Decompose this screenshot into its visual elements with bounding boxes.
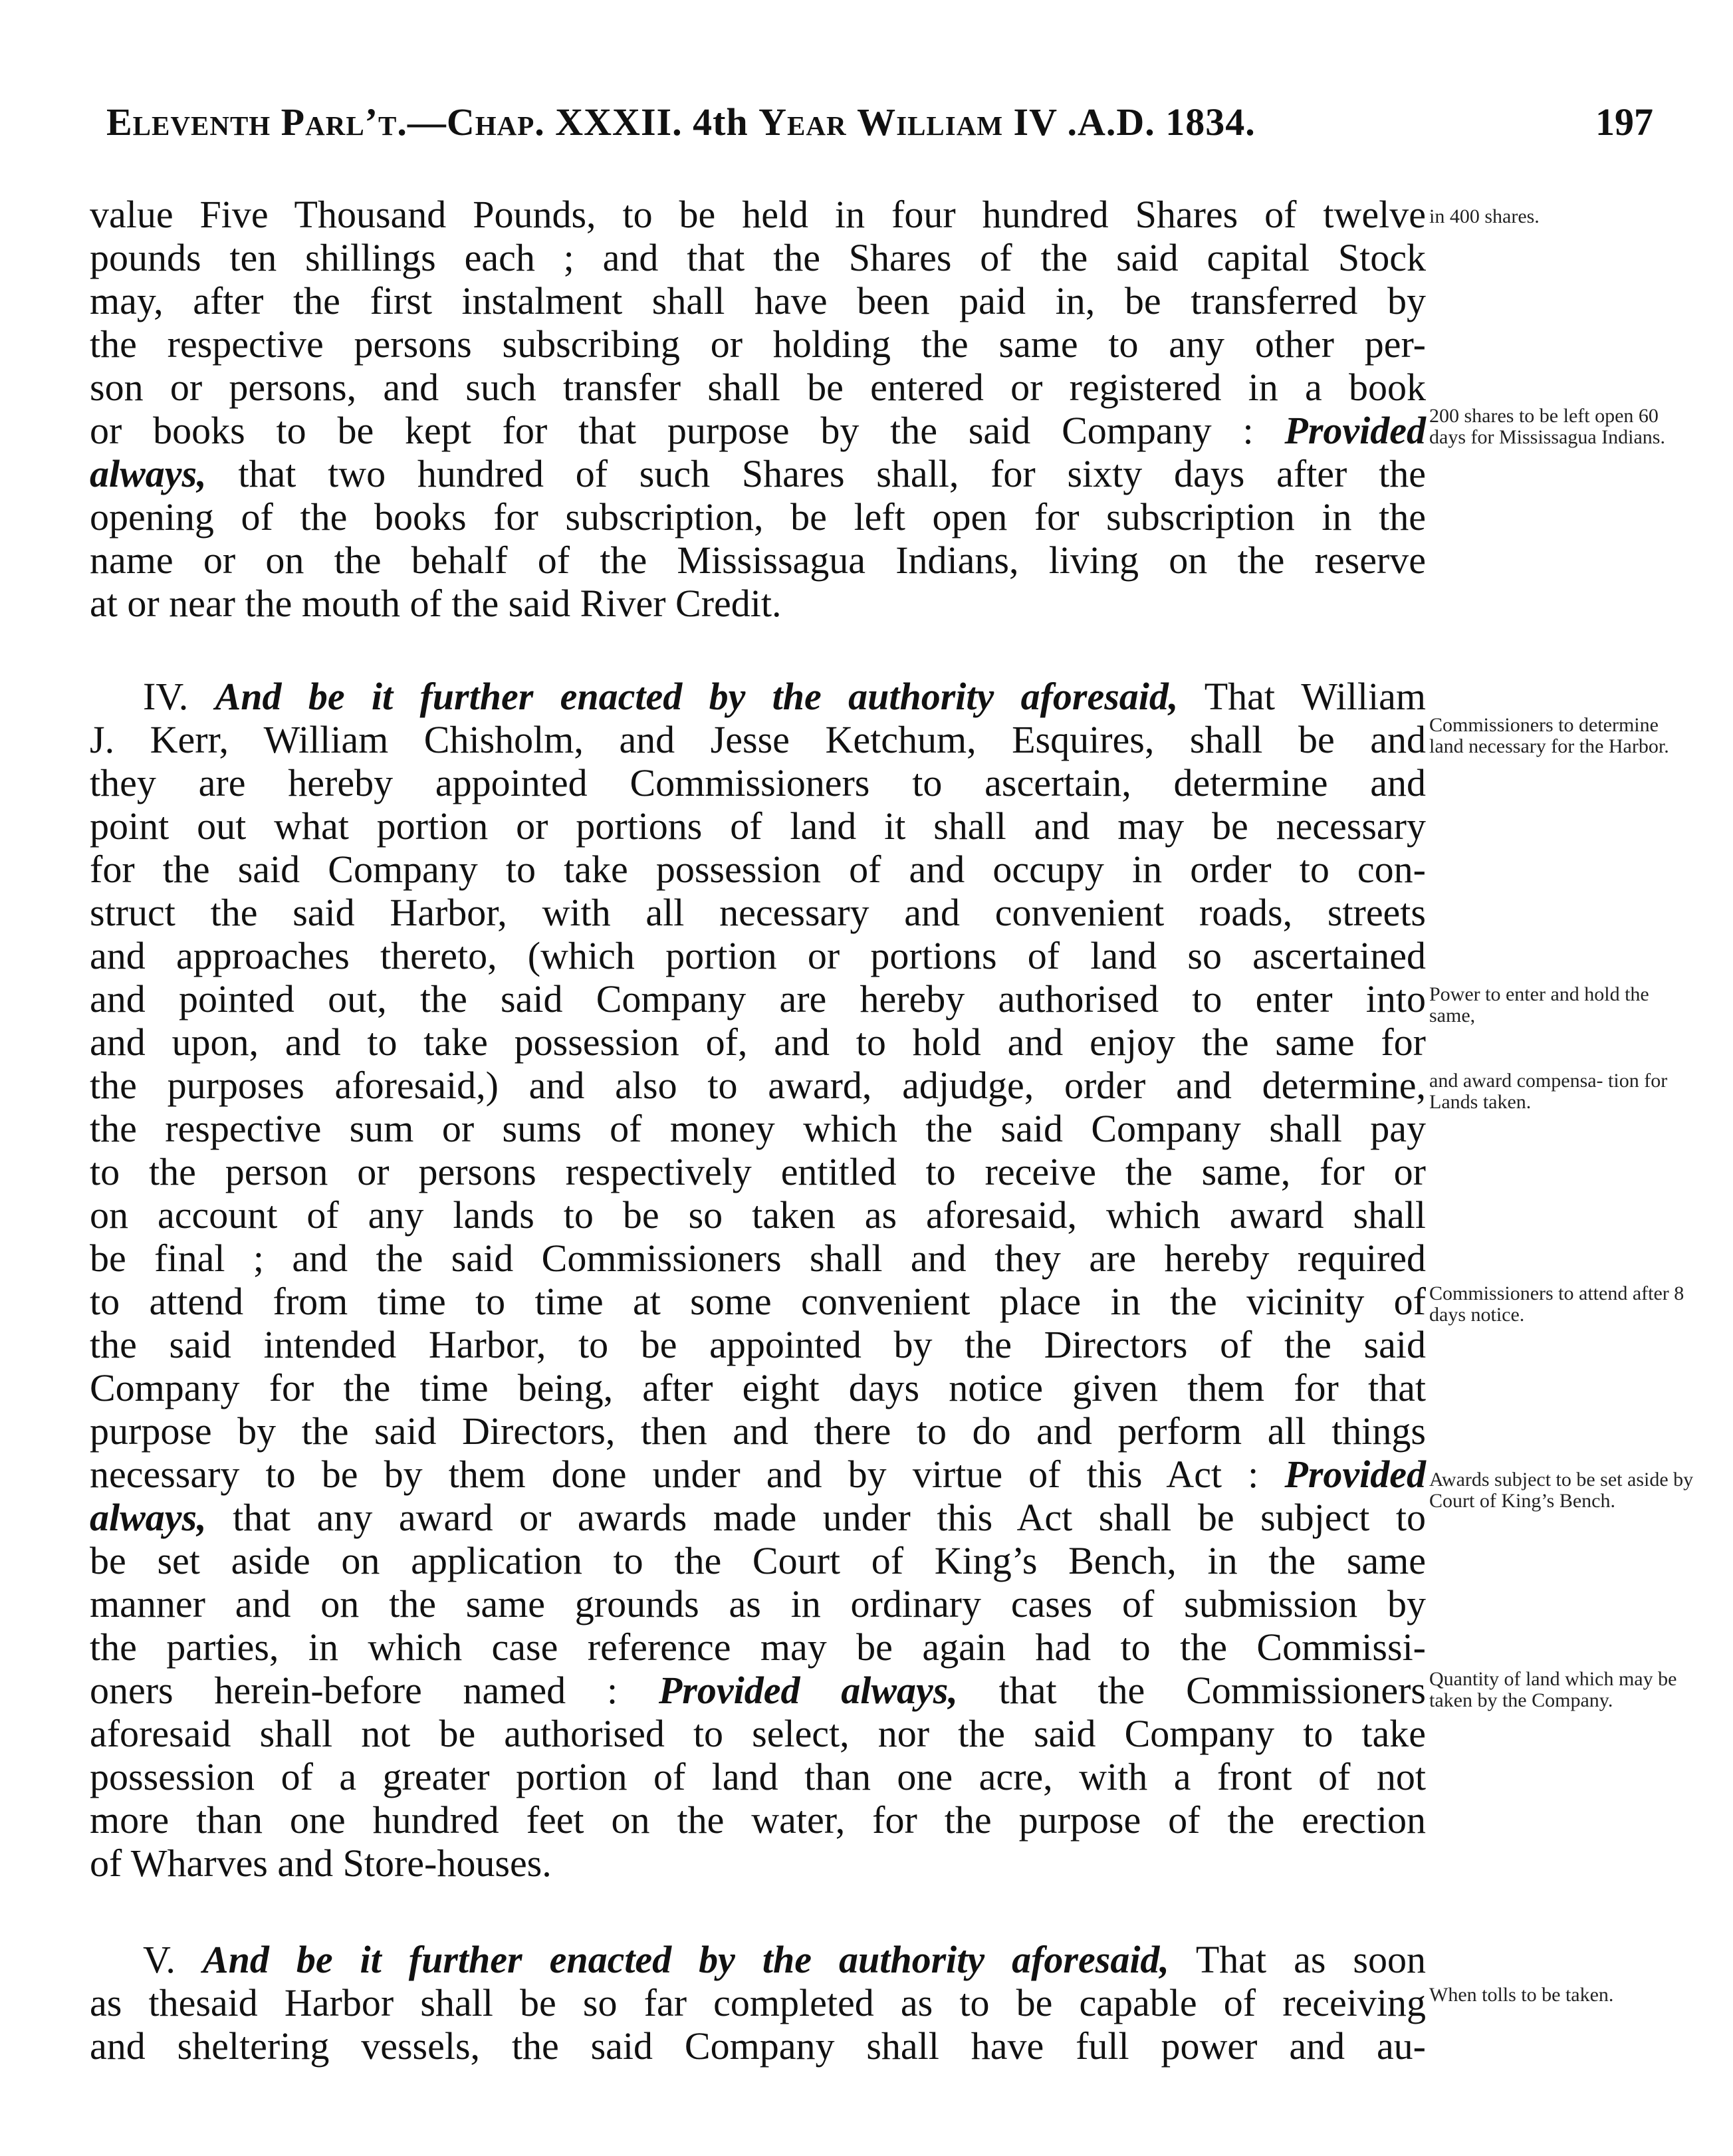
always-word: always, — [90, 452, 207, 495]
text-segment: that the Commissioners — [957, 1669, 1426, 1712]
text-line: of Wharves and Store-houses. — [90, 1842, 552, 1885]
text-line: the parties, in which case reference may be again had to the Commissi- — [90, 1625, 1426, 1669]
text-line: be set aside on application to the Court of King’s Bench, in the same — [90, 1539, 1426, 1582]
text-line: be final ; and the said Commissioners shall and they are hereby required — [90, 1237, 1426, 1280]
margin-note-awards-set-aside: Awards subject to be set aside by Court of King’s Bench. — [1429, 1469, 1694, 1512]
text-line: on account of any lands to be so taken as aforesaid, which award shall — [90, 1193, 1426, 1237]
text-line — [90, 1453, 1426, 1496]
section-5-text — [90, 1938, 1426, 2068]
text-line: and upon, and to take possession of, and to hold and enjoy the same for — [90, 1020, 1426, 1064]
text-segment: That as soon — [1169, 1938, 1427, 1981]
text-line: the purposes aforesaid,) and also to award, adjudge, order and determine, — [90, 1064, 1426, 1107]
text-line: more than one hundred feet on the water, for the purpose of the erection — [90, 1798, 1426, 1842]
margin-note-attend-notice: Commissioners to attend after 8 days notice. — [1429, 1282, 1684, 1326]
text-line: and sheltering vessels, the said Company shall have full power and au- — [90, 2024, 1426, 2068]
provided-always-phrase: Provided always, — [658, 1669, 958, 1712]
section-heading-line — [90, 1938, 1426, 1981]
margin-note-shares: in 400 shares. — [1429, 205, 1540, 227]
text-line: for the said Company to take possession of and occupy in order to con- — [90, 848, 1426, 891]
text-line — [90, 1669, 1426, 1712]
text-line: son or persons, and such transfer shall be entered or registered in a book — [90, 366, 1426, 409]
running-head-space — [847, 100, 858, 144]
text-line: to the person or persons respectively entitled to receive the same, for or — [90, 1150, 1426, 1193]
text-line: manner and on the same grounds as in ordinary cases of submission by — [90, 1582, 1426, 1625]
text-segment: that two hundred of such Shares shall, for sixty days after the — [206, 452, 1426, 495]
text-line: and approaches thereto, (which portion or portions of land so ascertained — [90, 934, 1426, 977]
text-line: the said intended Harbor, to be appointed by the Directors of the said — [90, 1323, 1426, 1366]
provided-word: Provided — [1284, 409, 1427, 452]
margin-note-commissioners: Commissioners to determine land necessary for the Harbor. — [1429, 714, 1669, 757]
section-number: V. — [143, 1938, 175, 1981]
text-line — [90, 1496, 1426, 1539]
text-line: point out what portion or portions of land it shall and may be necessary — [90, 804, 1426, 848]
text-line: and pointed out, the said Company are hereby authorised to enter into — [90, 977, 1426, 1020]
text-line: at or near the mouth of the said River Credit. — [90, 582, 782, 625]
running-head-chapter-number: XXXII. 4th — [544, 100, 759, 144]
section-number: IV. — [143, 675, 189, 718]
running-head-parliament: Eleventh Parl’t. — [106, 100, 407, 144]
text-line: opening of the books for subscription, be left open for subscription in the — [90, 495, 1426, 539]
running-head-chap: Chap. — [446, 100, 545, 144]
page-number: 197 — [1595, 100, 1653, 144]
running-head-dash: — — [407, 100, 447, 144]
text-segment: That William — [1178, 675, 1427, 718]
text-line: as thesaid Harbor shall be so far completed as to be capable of receiving — [90, 1981, 1426, 2024]
text-line: name or on the behalf of the Mississagua Indians, living on the reserve — [90, 539, 1426, 582]
margin-note-tolls: When tolls to be taken. — [1429, 1984, 1614, 2006]
always-word: always, — [90, 1496, 207, 1539]
text-line: they are hereby appointed Commissioners to ascertain, determine and — [90, 761, 1426, 804]
margin-note-quantity-of-land: Quantity of land which may be taken by the Company. — [1429, 1668, 1677, 1711]
running-head — [106, 100, 1449, 144]
text-segment: necessary to be by them done under and by virtue of this Act : — [90, 1453, 1259, 1496]
section-4-text — [90, 675, 1426, 1885]
text-line: the respective sum or sums of money which the said Company shall pay — [90, 1107, 1426, 1150]
section-heading-line — [90, 675, 1426, 718]
margin-note-power-to-enter: Power to enter and hold the same, — [1429, 983, 1649, 1026]
text-line: struct the said Harbor, with all necessary and convenient roads, streets — [90, 891, 1426, 934]
text-line — [90, 452, 1426, 495]
margin-note-indian-shares: 200 shares to be left open 60 days for Mississagua Indians. — [1429, 405, 1665, 448]
enacting-clause: And be it further enacted by the authority aforesaid, — [215, 675, 1179, 718]
text-line: pounds ten shillings each ; and that the Shares of the said capital Stock — [90, 236, 1426, 279]
text-line: Company for the time being, after eight days notice given them for that — [90, 1366, 1426, 1409]
text-line: purpose by the said Directors, then and there to do and perform all things — [90, 1409, 1426, 1453]
text-segment: oners herein-before named : — [90, 1669, 618, 1712]
text-line: may, after the first instalment shall have been paid in, be transferred by — [90, 279, 1426, 322]
text-line: aforesaid shall not be authorised to select, nor the said Company to take — [90, 1712, 1426, 1755]
enacting-clause: And be it further enacted by the authority aforesaid, — [202, 1938, 1169, 1981]
running-head-william: William — [857, 100, 1004, 144]
text-line: to attend from time to time at some convenient place in the vicinity of — [90, 1280, 1426, 1323]
provided-word: Provided — [1284, 1453, 1426, 1496]
text-line: J. Kerr, William Chisholm, and Jesse Ketchum, Esquires, shall be and — [90, 718, 1426, 761]
text-line: possession of a greater portion of land than one acre, with a front of not — [90, 1755, 1426, 1798]
text-line: value Five Thousand Pounds, to be held in four hundred Shares of twelve — [90, 193, 1426, 236]
text-line: the respective persons subscribing or holding the same to any other per- — [90, 322, 1426, 366]
text-line — [90, 409, 1426, 452]
text-segment: or books to be kept for that purpose by the said Company : — [90, 409, 1254, 452]
section-3-text — [90, 193, 1426, 625]
running-head-date: IV .A.D. 1834. — [1003, 100, 1256, 144]
margin-note-award-compensation: and award compensa- tion for Lands taken. — [1429, 1070, 1668, 1113]
text-segment: that any award or awards made under this Act shall be subject to — [206, 1496, 1426, 1539]
running-head-year: Year — [758, 100, 847, 144]
